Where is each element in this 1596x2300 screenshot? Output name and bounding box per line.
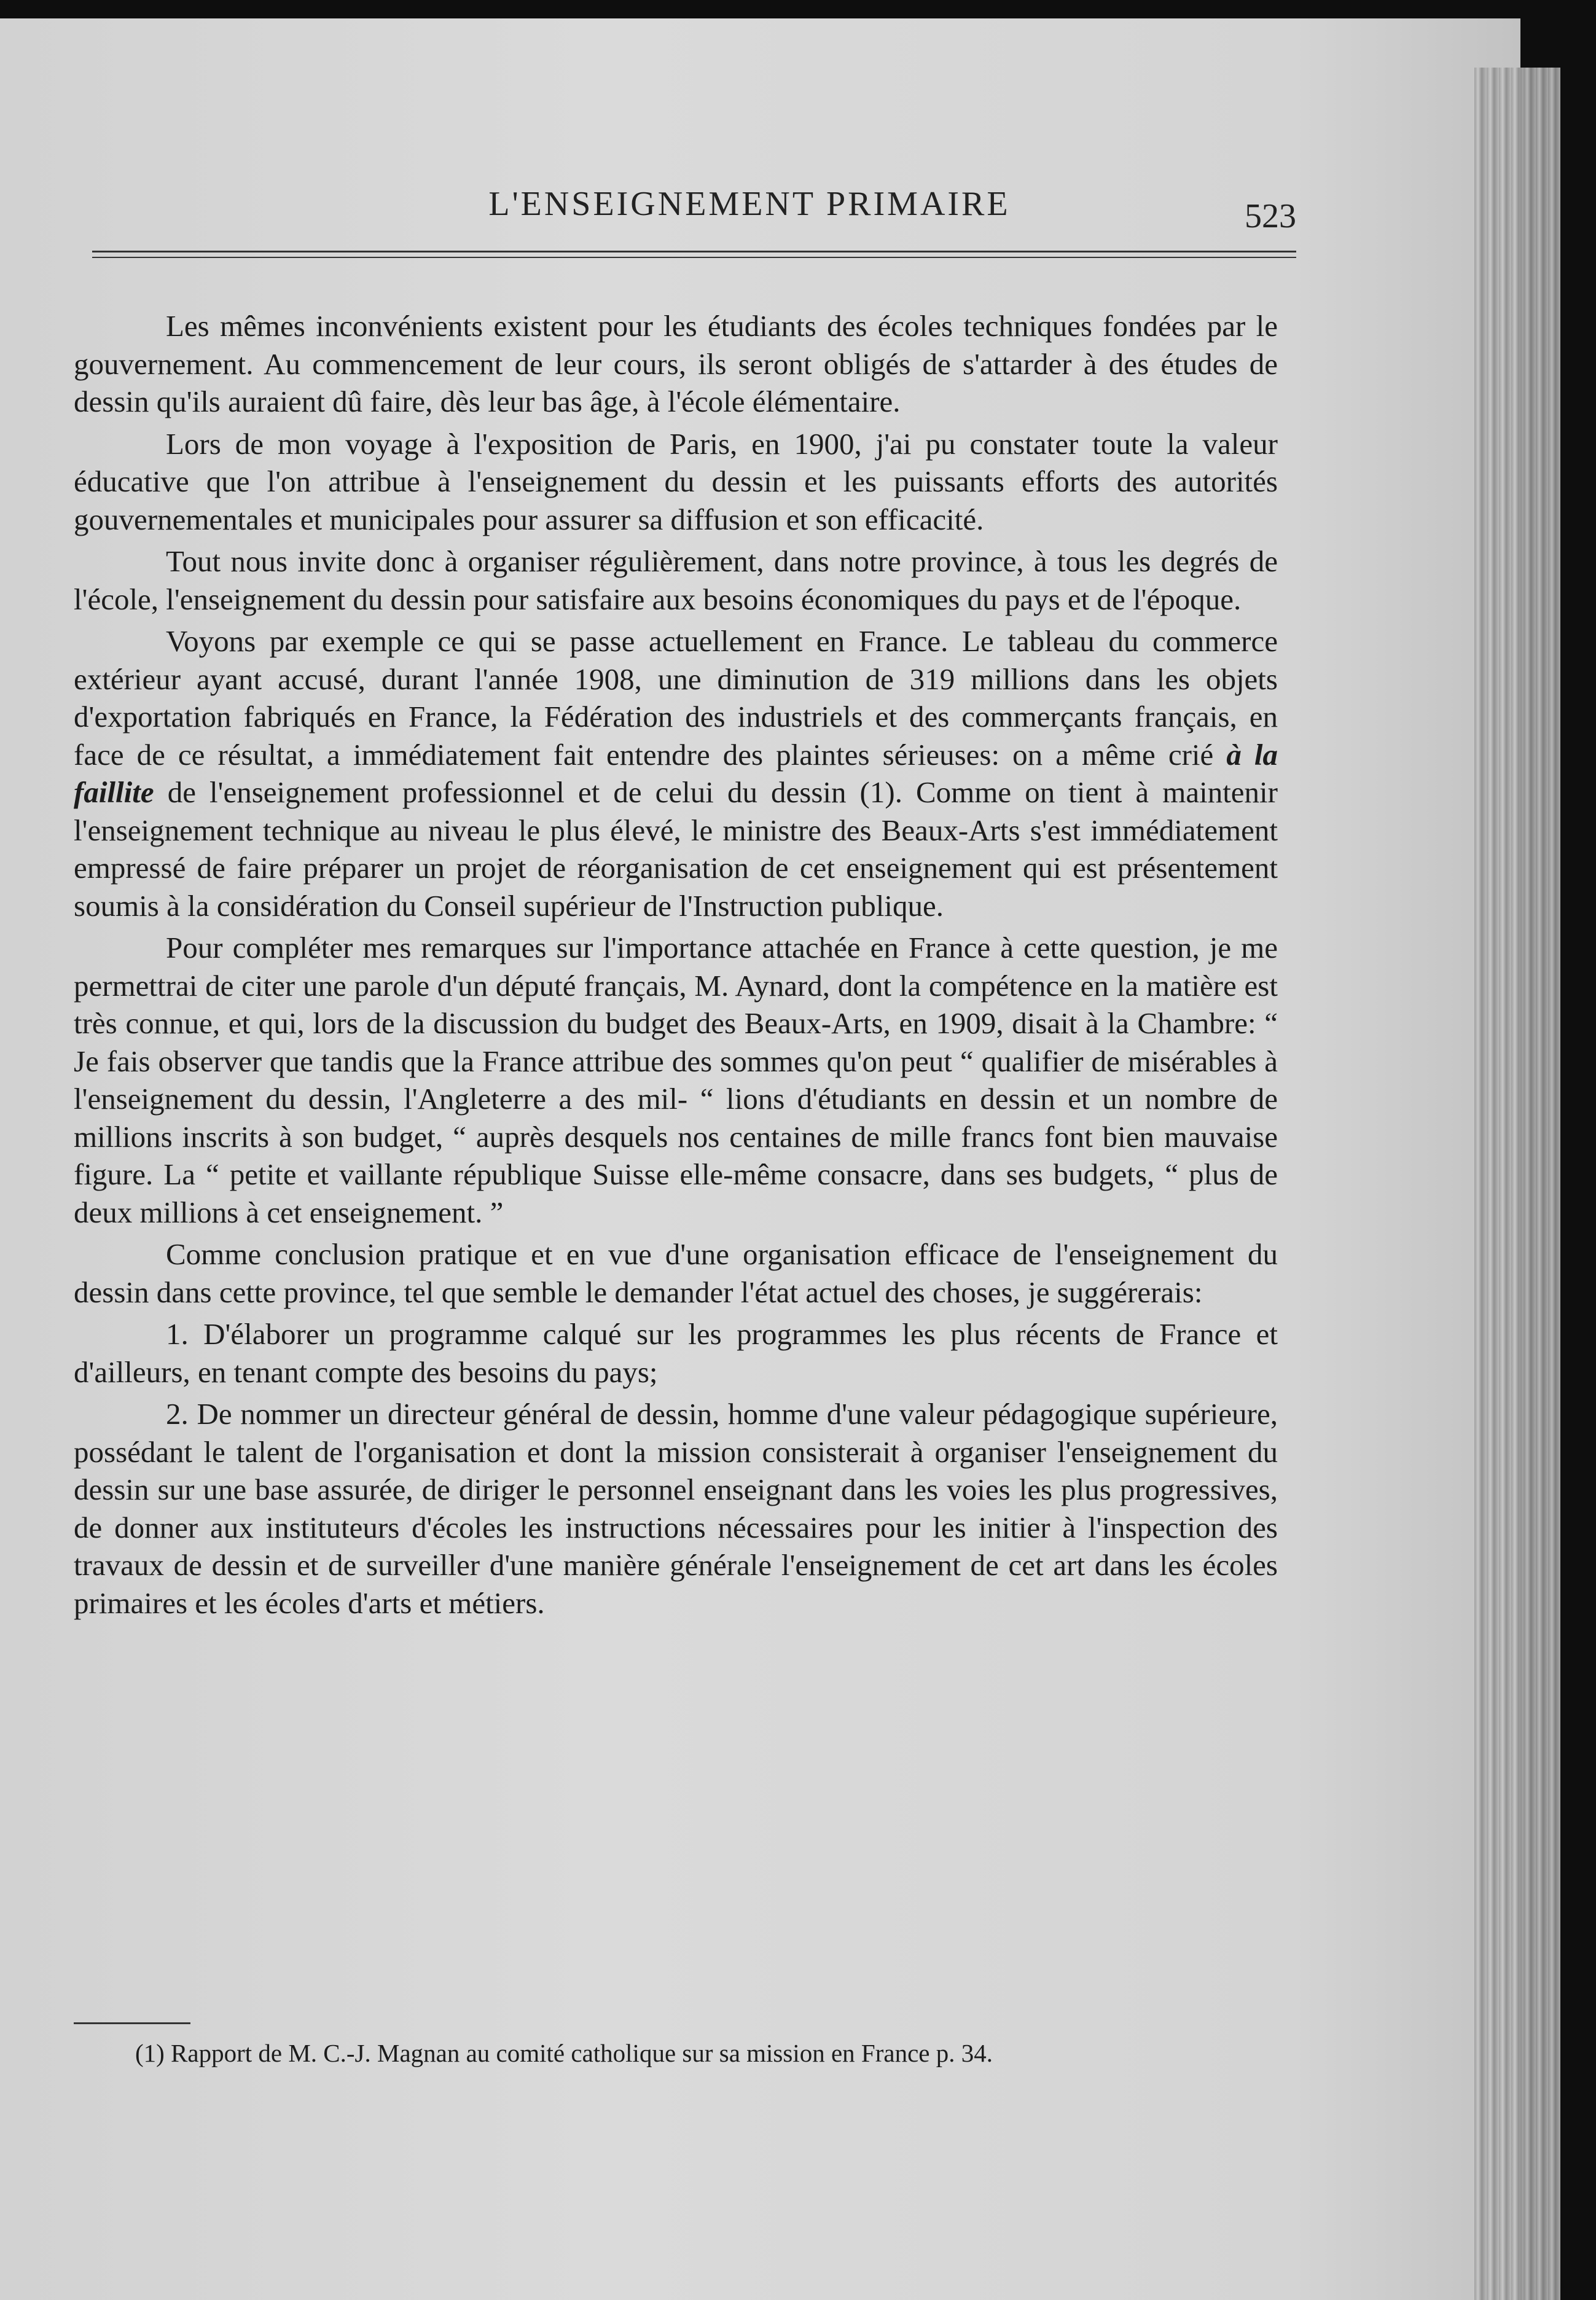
page-number: 523 xyxy=(1245,197,1296,235)
body-text xyxy=(74,307,1278,1626)
paragraph-1: Les mêmes inconvénients existent pour les étudiants des écoles techniques fondées par le gouvernement. Au commencement de leur cours, ils seront obligés de s'attarder à des études de dessin qu'ils auraient dû faire, dès leur bas âge, à l'école élémentaire. xyxy=(74,309,1278,418)
paragraph-4-text-before: Voyons par exemple ce qui se passe actuellement en France. Le tableau du commerce extérieur ayant accusé, durant l'année 1908, une diminution de 319 millions dans les objets d'exportation fabriqués en France, la Fédération des industriels et des commerçants français, en face de ce résultat, a immédiatement fait entendre des plaintes sérieuses: on a même crié xyxy=(74,624,1278,772)
paragraph-4-text-after: de l'enseignement professionnel et de celui du dessin (1). Comme on tient à maintenir l'enseignement technique au niveau le plus élevé, le ministre des Beaux-Arts s'est immédiatement empressé de faire préparer un projet de réorganisation de cet enseignement qui est présentement soumis à la considération du Conseil supérieur de l'Instruction publique. xyxy=(74,775,1278,923)
footnote-rule xyxy=(74,2022,190,2024)
header-rule-bottom xyxy=(92,257,1296,258)
list-item-2: 2. De nommer un directeur général de dessin, homme d'une valeur pédagogique supérieure, possédant le talent de l'organisation et dont la mission consisterait à organiser l'enseignement du dessin sur une base assurée, de diriger le personnel enseignant dans les voies les plus progressives, de donner aux instituteurs d'écoles les instructions nécessaires pour les initier à l'inspection des travaux de dessin et de surveiller d'une manière générale l'enseignement de cet art dans les écoles primaires et les écoles d'arts et métiers. xyxy=(74,1397,1278,1620)
header-rule-top xyxy=(92,251,1296,252)
paragraph-5: Pour compléter mes remarques sur l'importance attachée en France à cette question, je me permettrai de citer une parole d'un député français, M. Aynard, dont la compétence en la matière est très connue, et qui, lors de la discussion du budget des Beaux-Arts, en 1909, disait à la Chambre: “ Je fais observer que tandis que la France attribue des sommes qu'on peut “ qualifier de misérables à l'enseignement du dessin, l'Angleterre a des mil- “ lions d'étudiants en dessin et un nombre de millions inscrits à son budget, “ auprès desquels nos centaines de mille francs font bien mauvaise figure. La “ petite et vaillante république Suisse elle-même consacre, dans ses budgets, “ plus de deux millions à cet enseignement. ” xyxy=(74,931,1278,1229)
footnote xyxy=(74,2038,1253,2068)
paragraph-4 xyxy=(74,622,1278,925)
paragraph-2: Lors de mon voyage à l'exposition de Paris, en 1900, j'ai pu constater toute la valeur éducative que l'on attribue à l'enseignement du dessin et les puissants efforts des autorités gouvernementales et municipales pour assurer sa diffusion et son efficacité. xyxy=(74,426,1278,536)
list-item-1: 1. D'élaborer un programme calqué sur les programmes les plus récents de France et d'ailleurs, en tenant compte des besoins du pays; xyxy=(74,1317,1278,1389)
running-title: L'ENSEIGNEMENT PRIMAIRE xyxy=(488,185,1011,223)
paragraph-3: Tout nous invite donc à organiser régulièrement, dans notre province, à tous les degrés de l'école, l'enseignement du dessin pour satisfaire aux besoins économiques du pays et de l'époque. xyxy=(74,544,1278,616)
book-spine xyxy=(1474,68,1560,2300)
paragraph-4-emphasis: à la faillite xyxy=(74,737,1278,809)
paragraph-6: Comme conclusion pratique et en vue d'une organisation efficace de l'enseignement du dessin dans cette province, tel que semble le demander l'état actuel des choses, je suggérerais: xyxy=(74,1237,1278,1309)
footnote-text: (1) Rapport de M. C.-J. Magnan au comité catholique sur sa mission en France p. 34. xyxy=(135,2039,993,2067)
page-header xyxy=(92,184,1296,240)
book-page xyxy=(0,18,1520,2300)
